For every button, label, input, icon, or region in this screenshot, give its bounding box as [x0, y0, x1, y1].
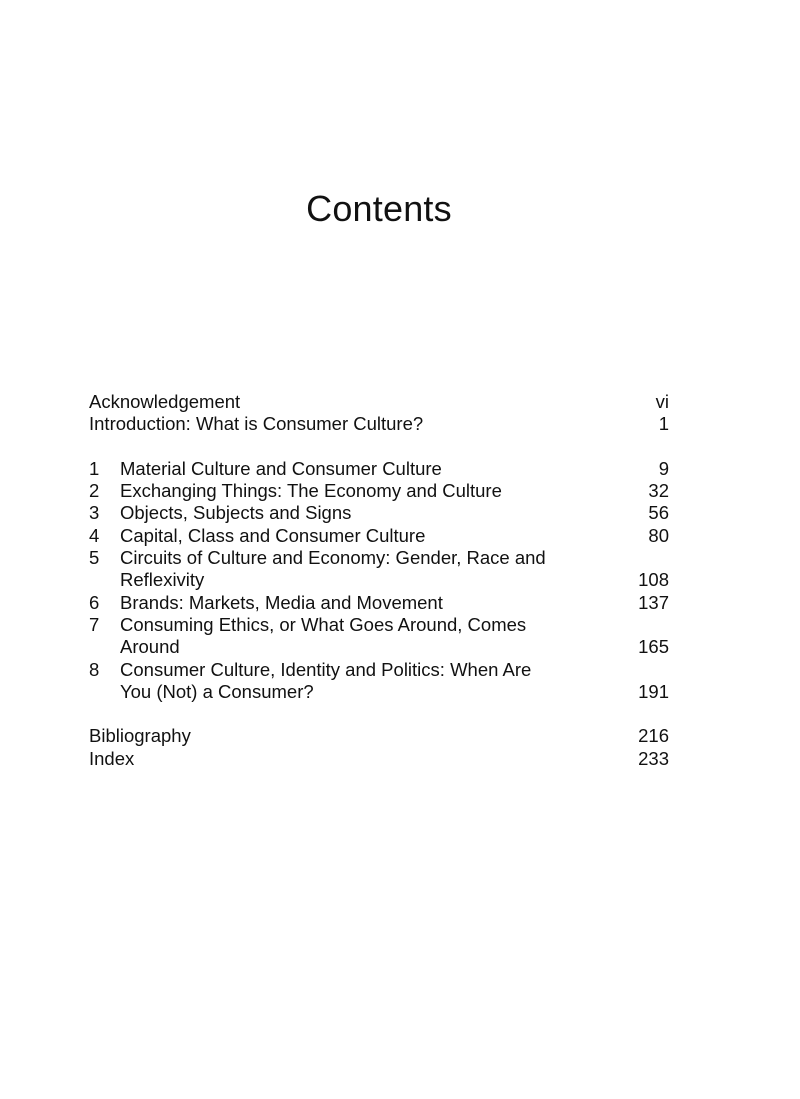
toc-entry-page: 32 — [648, 480, 669, 502]
section-spacer — [89, 436, 669, 458]
toc-entry-page: 165 — [638, 636, 669, 658]
chapter-title: Material Culture and Consumer Culture — [120, 457, 442, 479]
toc-entry-page: 191 — [638, 680, 669, 702]
chapter-number: 7 — [89, 613, 100, 635]
toc-entry-page: 108 — [638, 569, 669, 591]
chapter-number: 3 — [89, 502, 100, 524]
toc-entry-page: vi — [655, 391, 669, 412]
chapter-title: Exchanging Things: The Economy and Culture — [120, 480, 502, 502]
toc-entry-chapter-1[interactable] — [89, 458, 669, 480]
toc-entry-label: Bibliography — [89, 725, 191, 747]
chapter-title: Objects, Subjects and Signs — [120, 502, 352, 524]
chapter-number: 8 — [89, 658, 100, 680]
toc-entry-page: 233 — [638, 747, 669, 769]
chapter-number: 5 — [89, 547, 100, 569]
toc-entry-chapter-5[interactable] — [89, 547, 669, 569]
toc-entry-page: 216 — [638, 725, 669, 747]
page-title: Contents — [306, 188, 452, 229]
toc-entry-page: 9 — [658, 457, 669, 479]
toc-entry-bibliography[interactable] — [89, 725, 669, 747]
toc-entry-page: 137 — [638, 591, 669, 613]
toc-entry-chapter-6[interactable] — [89, 592, 669, 614]
chapter-title-continued: You (Not) a Consumer? — [120, 680, 314, 702]
toc-entry-chapter-5-continued[interactable] — [89, 569, 669, 591]
chapter-number: 1 — [89, 457, 100, 479]
toc-entry-chapter-8[interactable] — [89, 659, 669, 681]
chapter-title: Capital, Class and Consumer Culture — [120, 524, 426, 546]
toc-entry-introduction[interactable] — [89, 413, 669, 435]
chapter-title-continued: Around — [120, 636, 180, 658]
toc-entry-chapter-4[interactable] — [89, 525, 669, 547]
chapter-title: Consumer Culture, Identity and Politics: When Are — [120, 658, 532, 680]
toc-entry-index[interactable] — [89, 748, 669, 770]
chapter-number: 6 — [89, 591, 100, 613]
chapter-title: Brands: Markets, Media and Movement — [120, 591, 443, 613]
table-of-contents — [89, 391, 669, 770]
chapter-number: 2 — [89, 480, 100, 502]
toc-entry-chapter-7-continued[interactable] — [89, 636, 669, 658]
toc-entry-label: Acknowledgement — [89, 391, 241, 412]
toc-entry-chapter-7[interactable] — [89, 614, 669, 636]
section-spacer — [89, 703, 669, 725]
chapter-number: 4 — [89, 524, 100, 546]
toc-entry-label: Introduction: What is Consumer Culture? — [89, 413, 424, 435]
toc-entry-page: 56 — [648, 502, 669, 524]
chapter-title: Consuming Ethics, or What Goes Around, Comes — [120, 613, 527, 635]
toc-entry-acknowledgement[interactable] — [89, 391, 669, 413]
toc-entry-page: 80 — [648, 524, 669, 546]
chapter-title-continued: Reflexivity — [120, 569, 205, 591]
toc-entry-page: 1 — [658, 413, 669, 435]
toc-entry-chapter-3[interactable] — [89, 502, 669, 524]
toc-entry-chapter-8-continued[interactable] — [89, 681, 669, 703]
chapter-title: Circuits of Culture and Economy: Gender, Race and — [120, 547, 546, 569]
toc-entry-chapter-2[interactable] — [89, 480, 669, 502]
toc-entry-label: Index — [89, 747, 135, 769]
